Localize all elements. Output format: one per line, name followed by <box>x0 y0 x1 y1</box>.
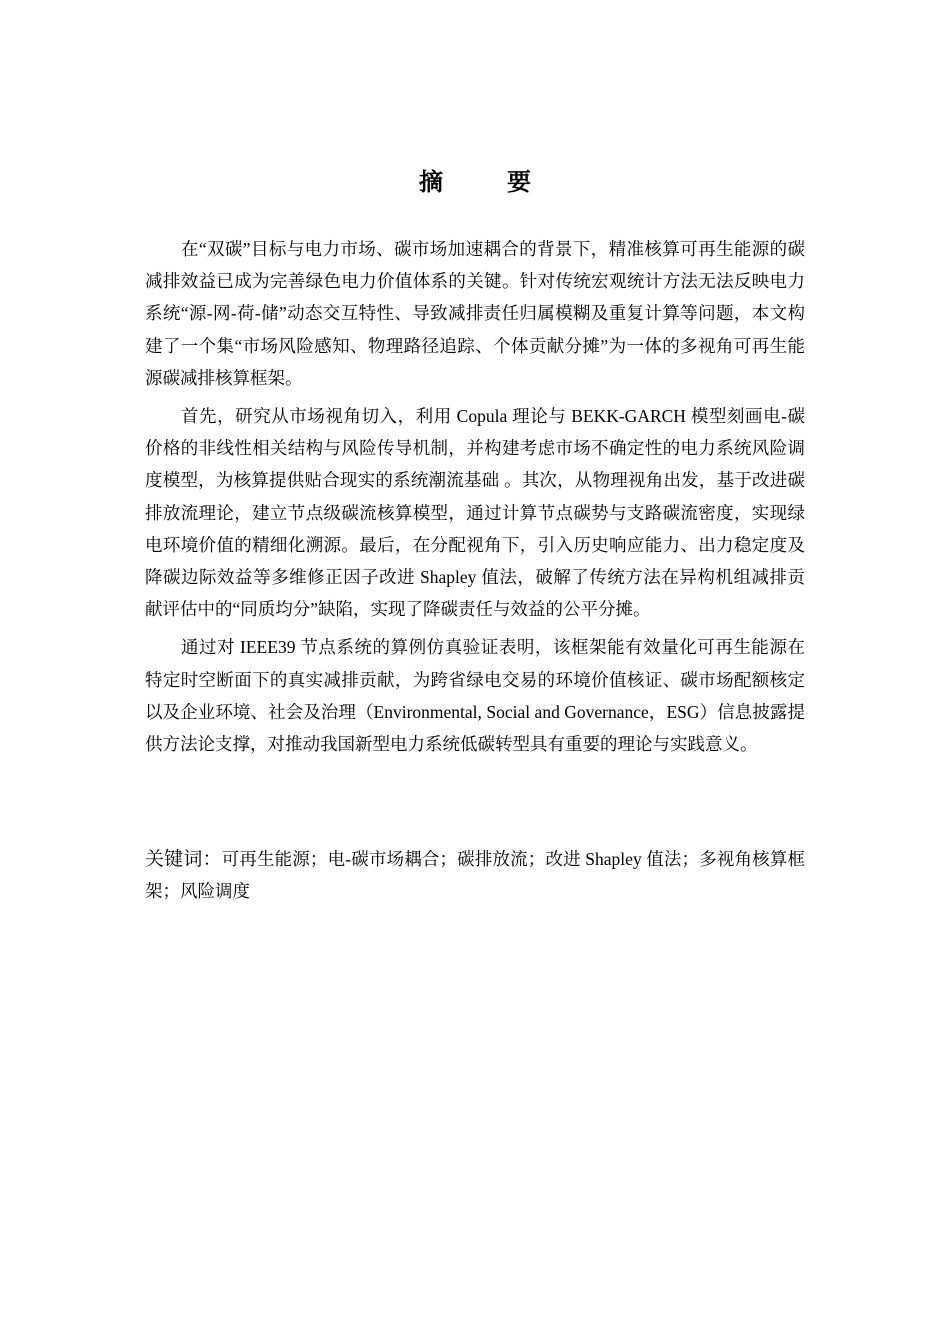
keywords-text: 可再生能源；电-碳市场耦合；碳排放流；改进 Shapley 值法；多视角核算框架；风险调度 <box>145 849 805 902</box>
abstract-body <box>145 233 805 766</box>
keywords-label: 关键词： <box>145 848 222 870</box>
abstract-title: 摘 要 <box>419 168 551 196</box>
abstract-paragraph-2: 首先，研究从市场视角切入，利用 Copula 理论与 BEKK-GARCH 模型刻画电-碳价格的非线性相关结构与风险传导机制，并构建考虑市场不确定性的电力系统风险调度模型，为核算提供贴合现实的系统潮流基础 。其次，从物理视角出发，基于改进碳排放流理论，建立节点级碳流核算模型，通过计算节点碳势与支路碳流密度，实现绿电环境价值的精细化溯源。最后，在分配视角下，引入历史响应能力、出力稳定度及降碳边际效益等多维修正因子改进 Shapley 值法，破解了传统方法在异构机组减排贡献评估中的“同质均分”缺陷，实现了降碳责任与效益的公平分摊。 <box>145 406 805 620</box>
keywords-line <box>145 843 805 907</box>
abstract-paragraph-3: 通过对 IEEE39 节点系统的算例仿真验证表明，该框架能有效量化可再生能源在特定时空断面下的真实减排贡献，为跨省绿电交易的环境价值核证、碳市场配额核定以及企业环境、社会及治理（Environmental, Social and Governance，ESG）信息披露提供方法论支撑，对推动我国新型电力系统低碳转型具有重要的理论与实践意义。 <box>145 637 805 755</box>
abstract-paragraph-1: 在“双碳”目标与电力市场、碳市场加速耦合的背景下，精准核算可再生能源的碳减排效益已成为完善绿色电力价值体系的关键。针对传统宏观统计方法无法反映电力系统“源-网-荷-储”动态交互特性、导致减排责任归属模糊及重复计算等问题，本文构建了一个集“市场风险感知、物理路径追踪、个体贡献分摊”为一体的多视角可再生能源碳减排核算框架。 <box>145 239 805 388</box>
